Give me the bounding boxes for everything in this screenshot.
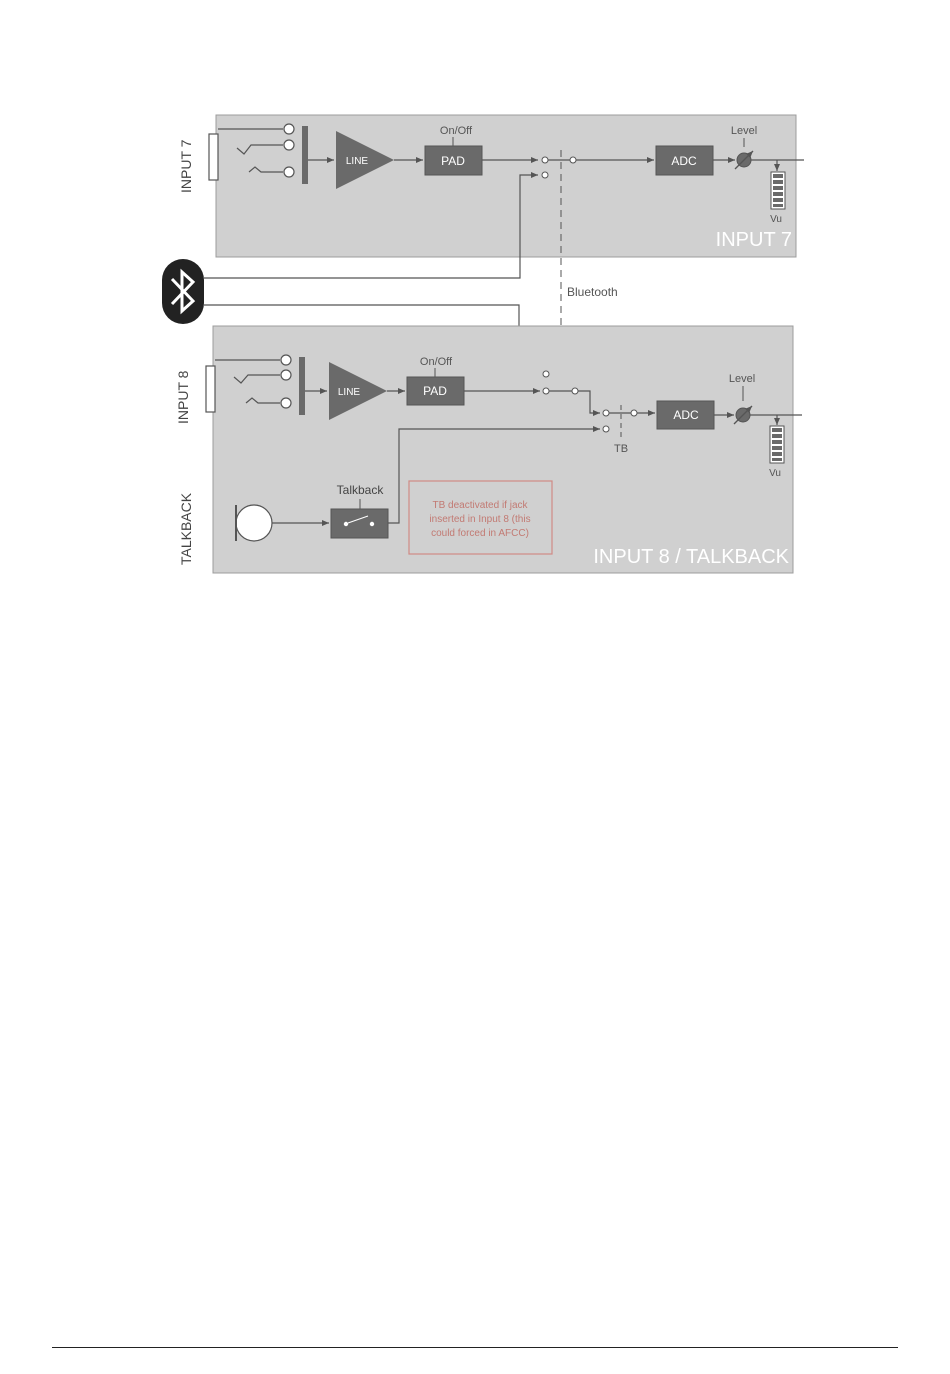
- talkback-note-line2: inserted in Input 8 (this: [429, 514, 531, 525]
- microphone-icon: [236, 505, 272, 541]
- input8-pad-label: PAD: [423, 384, 447, 398]
- input8-side-label: INPUT 8: [175, 370, 191, 424]
- input8-contact-bar: [299, 357, 305, 415]
- bluetooth-icon: [162, 259, 204, 324]
- input7-level-label: Level: [730, 125, 758, 137]
- input7-contact-bar: [302, 126, 308, 184]
- bluetooth-label: Bluetooth: [567, 285, 618, 299]
- talkback-button-label: Talkback: [336, 483, 384, 497]
- input7-panel-title: INPUT 7: [715, 229, 792, 251]
- input7-pad-onoff-label: On/Off: [439, 125, 473, 137]
- vu-meter-icon: [771, 172, 785, 209]
- input7-vu-label: Vu: [770, 214, 782, 225]
- page-footer-rule: [52, 1347, 898, 1348]
- talkback-note-line3: could forced in AFCC): [431, 528, 529, 539]
- input8-panel-title: INPUT 8 / TALKBACK: [593, 546, 789, 568]
- input8-line-label: LINE: [337, 387, 361, 398]
- tb-label: TB: [613, 443, 629, 455]
- input7-side-label: INPUT 7: [178, 139, 194, 193]
- input8-adc-label: ADC: [673, 408, 699, 422]
- talkback-side-label: TALKBACK: [178, 492, 194, 565]
- input7-line-label: LINE: [345, 156, 369, 167]
- input7-adc-label: ADC: [671, 154, 697, 168]
- input7-pad-label: PAD: [441, 154, 465, 168]
- input8-level-label: Level: [728, 373, 756, 385]
- input8-pad-onoff-label: On/Off: [419, 356, 453, 368]
- input8-vu-label: Vu: [769, 468, 781, 479]
- vu-meter-icon: [770, 426, 784, 463]
- talkback-note-line1: TB deactivated if jack: [432, 500, 528, 511]
- talkback-button[interactable]: [331, 509, 388, 538]
